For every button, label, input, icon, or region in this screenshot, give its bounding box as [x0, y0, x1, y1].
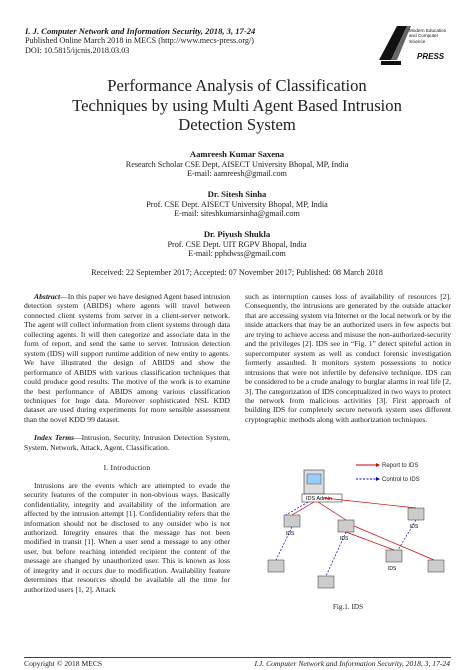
legend-report-text: Report to IDS [382, 463, 419, 469]
author-name: Dr. Piyush Shukla [203, 229, 271, 239]
author-affiliation: Prof. CSE Dept. UIT RGPV Bhopal, India [167, 239, 307, 249]
author-block-1 [0, 150, 474, 179]
section-heading: I. Introduction [103, 463, 151, 473]
svg-text:IDS: IDS [340, 536, 349, 542]
author-block-2 [0, 190, 474, 219]
paper-title [20, 76, 454, 135]
author-name: Aamreesh Kumar Saxena [189, 149, 285, 159]
abstract-text: In this paper we have designed Agent based intrusion detection system (ABIDS) where agents will travel between connected client systems from server in a client-server network. The agent will collect information from client systems through data collecting agents. It will then categorize and associate data in the form of report, and send the same to server. Intrusion detection system (IDS) will support runtime addition of new entity to agents. We have illustrated the design of ABIDS and show the performance of ABIDS with various classification techniques that could produce good results. The motive of the work is to examine the best performance of ABIDS among various classification techniques for huge data. Moreover sophisticated NSL KDD dataset are used during experiments for more sensible assessment than the novel KDD 99 dataset. [24, 292, 230, 424]
author-affiliation: Research Scholar CSE Dept, AISECT University Bhopal, MP, India [125, 159, 349, 169]
right-column [245, 292, 451, 424]
legend-control-text: Control to IDS [382, 477, 420, 483]
logo-line-1: Modern Education [409, 28, 447, 33]
publication-info: Published Online March 2018 in MECS (http://www.mecs-press.org/) [25, 36, 255, 45]
submission-dates: Received: 22 September 2017; Accepted: 07 November 2017; Published: 08 March 2018 [91, 268, 383, 277]
doi: DOI: 10.5815/ijcnis.2018.03.03 [25, 46, 130, 55]
intro-paragraph: Intrusions are the events which are attempted to evade the security features of the computer in non-obvious ways. Basically confidentiality, integrity and availability of the information are affected by the intrusion attempt [1]. Confidentiality refers that the information should not be disclosed to any outsider who is not authorized. Integrity ensures that the message has not been modified in transit [1]. When a user send a message to any other user, but before reaching intended recipient the content of the message are changed by unauthorized user. This is known as loss of integrity and it occurs due to modification. Availability feature determines that resources should be available all the time for authorized users [1, 2]. Attack [24, 480, 230, 594]
abstract: Abstract—In this paper we have designed Agent based intrusion detection system (ABIDS) where agents will travel between connected client systems from server in a client-server network. The agent will collect information from client systems through data collecting agents. It will then categorize and associate data in the form of report, and send the same to server. Intrusion detection system (IDS) will support runtime addition of new entity to agents. We have illustrated the design of ABIDS and show the performance of ABIDS with various classification techniques that could produce good results. The motive of the work is to examine the best performance of ABIDS among various classification techniques for huge data. Moreover sophisticated NSL KDD dataset are used during experiments for more sensible assessment than the novel KDD 99 dataset. [24, 292, 230, 424]
journal-citation: I. J. Computer Network and Information Security, 2018, 3, 17-24 [25, 26, 256, 36]
svg-text:IDS: IDS [388, 566, 397, 572]
author-email: E-mail: siteshkumarsinha@gmail.com [174, 209, 300, 219]
index-terms: Index Terms—Intrusion, Security, Intrusion Detection System, System, Network, Attack, Agent, Classification. [24, 433, 231, 452]
title-line-1: Performance Analysis of Classification [107, 76, 367, 95]
client-computer-icon [318, 576, 334, 588]
client-computer-icon [428, 560, 444, 572]
journal-header [25, 26, 255, 56]
footer-rule [24, 657, 451, 658]
logo-brand: PRESS [417, 52, 445, 61]
logo-line-2: and Computer Science [409, 33, 439, 44]
author-block-3 [0, 230, 474, 259]
svg-text:IDS: IDS [286, 531, 295, 537]
author-affiliation: Prof. CSE Dept. AISECT University Bhopal, MP, India [146, 199, 328, 209]
client-computer-icon [338, 520, 354, 542]
title-line-2: Techniques by using Multi Agent Based Intrusion [72, 95, 402, 115]
publisher-logo [377, 20, 455, 70]
title-line-3: Detection System [178, 115, 296, 135]
figure-caption: Fig.1. IDS [332, 603, 364, 611]
author-email: E-mail: pphdwss@gmail.com [188, 249, 286, 259]
author-email: E-mail: aamreesh@gmail.com [187, 169, 287, 179]
abstract-label: Abstract [34, 292, 61, 301]
right-paragraph: such as interruption causes loss of availability of resources [2]. Consequently, the intrusions are generated by the outside attacker that are accessing system via Internet or the local network or by the inside attackers that may be an authorized users in few aspects but are trying to achieve access and misuse the non-authorized-security and the privileges [2]. IDS see in “Fig. 1” detect spiteful action in supercomputer system as well as conduct forensic investigation formerly assaulted. It monitors system possessions to notice intrusions that were not infertile by defensive technique. IDS can be considered to be a crude analogy to burglar alarms in real life [2, 3]. The categorization of IDS conceptualized in two ways to protect the network from malicious activities [3]. First approach of building IDS for completely secure network system uses different cryptographic methods along with authorization techniques. [245, 292, 451, 424]
footer-journal: I.J. Computer Network and Information Security, 2018, 3, 17-24 [254, 659, 450, 668]
author-name: Dr. Sitesh Sinha [207, 189, 267, 199]
client-computer-icon [284, 515, 300, 537]
left-column [24, 292, 230, 594]
index-terms-label: Index Terms [34, 433, 75, 443]
client-computer-icon [408, 508, 424, 530]
footer-copyright: Copyright © 2018 MECS [24, 659, 103, 668]
ids-admin-label: IDS Admin [306, 496, 332, 502]
client-computer-icon [268, 560, 284, 572]
client-computer-icon [386, 550, 402, 572]
index-terms-text: Intrusion, Security, Intrusion Detection System, System, Network, Attack, Agent, Classification. [24, 433, 231, 452]
svg-text:IDS: IDS [410, 524, 419, 530]
ids-figure [258, 460, 454, 600]
